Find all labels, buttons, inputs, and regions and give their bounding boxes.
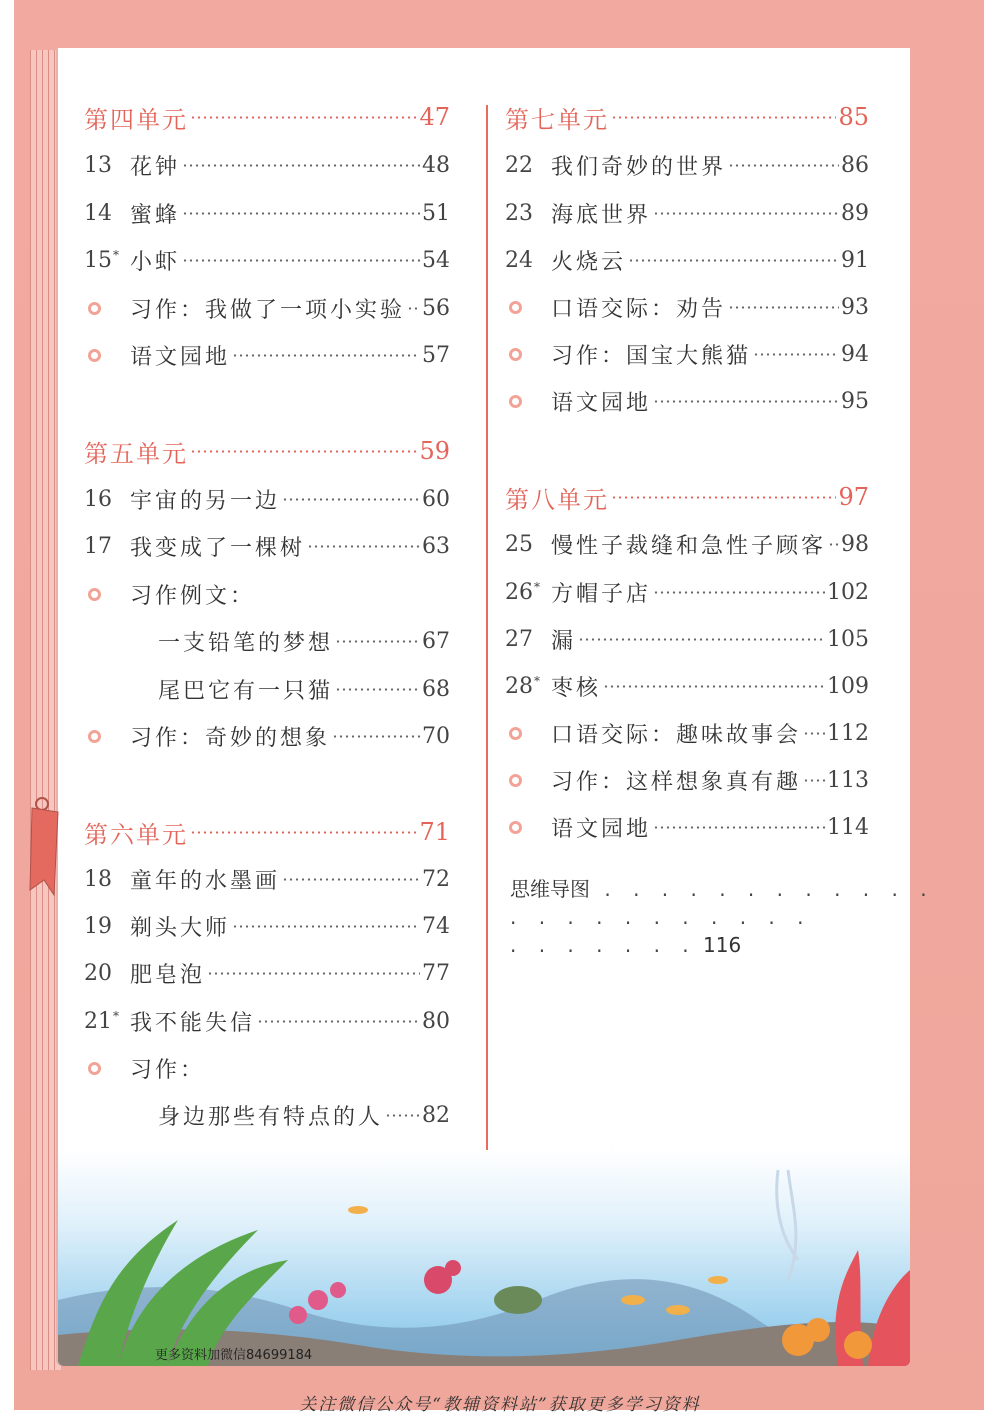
lesson-number: 26* bbox=[505, 579, 540, 605]
entry-title: 我变成了一棵树 bbox=[130, 535, 306, 561]
optional-reading-star: * bbox=[113, 1008, 119, 1023]
dot-leader bbox=[653, 826, 825, 829]
entry-title: 习作：奇妙的想象 bbox=[130, 725, 331, 751]
dot-leader bbox=[407, 307, 420, 310]
toc-entry[interactable] bbox=[505, 290, 869, 324]
circle-bullet-icon bbox=[505, 727, 551, 740]
dot-leader bbox=[603, 685, 825, 688]
toc-entry[interactable] bbox=[84, 1004, 450, 1038]
circle-bullet-icon bbox=[84, 302, 130, 315]
dot-leader bbox=[232, 354, 420, 357]
toc-entry[interactable] bbox=[84, 148, 450, 182]
lesson-number: 15* bbox=[84, 247, 119, 273]
page-number: 97 bbox=[838, 483, 869, 511]
lesson-number: 18 bbox=[84, 866, 112, 892]
lesson-number: 16 bbox=[84, 486, 112, 512]
circle-bullet-icon bbox=[84, 349, 130, 362]
dot-leader bbox=[190, 116, 417, 119]
dot-leader bbox=[653, 400, 839, 403]
page-number: 71 bbox=[419, 818, 450, 846]
entry-title: 慢性子裁缝和急性子顾客 bbox=[551, 533, 827, 559]
toc-entry[interactable] bbox=[84, 529, 450, 563]
unit-heading[interactable] bbox=[84, 100, 450, 134]
entry-title: 方帽子店 bbox=[551, 581, 652, 607]
dot-leader bbox=[335, 688, 420, 691]
toc-entry[interactable] bbox=[84, 243, 450, 277]
toc-entry[interactable] bbox=[505, 243, 869, 277]
lesson-number: 19 bbox=[84, 913, 112, 939]
entry-title: 习作例文： bbox=[130, 583, 256, 609]
dot-leader bbox=[182, 212, 420, 215]
dot-leader bbox=[753, 353, 839, 356]
page-number: 95 bbox=[841, 388, 869, 414]
entry-title: 身边那些有特点的人 bbox=[158, 1104, 384, 1130]
page-number: 54 bbox=[422, 247, 450, 273]
entry-title: 口语交际：劝告 bbox=[551, 296, 727, 322]
page-number: 105 bbox=[827, 626, 869, 652]
toc-entry[interactable] bbox=[84, 482, 450, 516]
optional-reading-star: * bbox=[534, 579, 540, 594]
lesson-number: 21* bbox=[84, 1008, 119, 1034]
mind-map-page: 116 bbox=[703, 933, 742, 957]
entry-title: 海底世界 bbox=[551, 202, 652, 228]
dot-leader bbox=[182, 259, 420, 262]
unit-heading[interactable] bbox=[505, 480, 869, 514]
entry-title: 肥皂泡 bbox=[130, 962, 206, 988]
page-number: 60 bbox=[422, 486, 450, 512]
entry-title: 第六单元 bbox=[84, 820, 188, 849]
toc-entry[interactable] bbox=[505, 810, 869, 844]
page-number: 94 bbox=[841, 341, 869, 367]
entry-title: 宇宙的另一边 bbox=[130, 488, 281, 514]
entry-title: 火烧云 bbox=[551, 249, 627, 275]
entry-title: 习作：这样想象真有趣 bbox=[551, 769, 802, 795]
toc-entry[interactable] bbox=[505, 763, 869, 797]
dot-leader bbox=[728, 306, 839, 309]
toc-entry[interactable] bbox=[84, 291, 450, 325]
circle-bullet-icon bbox=[505, 821, 551, 834]
entry-title: 习作：我做了一项小实验 bbox=[130, 297, 406, 323]
dot-leader bbox=[803, 732, 825, 735]
dot-leader bbox=[653, 591, 825, 594]
page-number: 63 bbox=[422, 533, 450, 559]
dot-leader bbox=[307, 545, 420, 548]
toc-entry[interactable] bbox=[84, 672, 450, 706]
dot-leader bbox=[803, 779, 825, 782]
column-divider bbox=[486, 105, 488, 1185]
page-number: 89 bbox=[841, 200, 869, 226]
lesson-number: 27 bbox=[505, 626, 533, 652]
page-number: 56 bbox=[422, 295, 450, 321]
toc-entry[interactable] bbox=[505, 527, 869, 561]
entry-title: 第七单元 bbox=[505, 105, 609, 134]
entry-title: 语文园地 bbox=[551, 816, 652, 842]
circle-bullet-icon bbox=[505, 395, 551, 408]
toc-entry[interactable] bbox=[84, 719, 450, 753]
dot-leader bbox=[257, 1020, 420, 1023]
entry-title: 花钟 bbox=[130, 154, 181, 180]
page-number: 98 bbox=[841, 531, 869, 557]
dot-leader bbox=[282, 498, 420, 501]
toc-entry[interactable] bbox=[84, 862, 450, 896]
circle-bullet-icon bbox=[505, 774, 551, 787]
entry-title: 剃头大师 bbox=[130, 915, 231, 941]
dot-leader bbox=[628, 259, 839, 262]
footer-text: 关注微信公众号“教辅资料站”获取更多学习资料 bbox=[299, 1395, 701, 1415]
dot-leader bbox=[190, 831, 417, 834]
dot-leader bbox=[653, 212, 839, 215]
dot-leader bbox=[611, 496, 836, 499]
lesson-number: 22 bbox=[505, 152, 533, 178]
toc-entry[interactable] bbox=[84, 624, 450, 658]
mind-map-label: 思维导图 bbox=[510, 877, 590, 901]
page-number: 59 bbox=[419, 437, 450, 465]
page-number: 68 bbox=[422, 676, 450, 702]
entry-title: 一支铅笔的梦想 bbox=[158, 630, 334, 656]
page-number: 57 bbox=[422, 342, 450, 368]
dot-leader bbox=[282, 878, 420, 881]
wechat-note: 更多资料加微信84699184 bbox=[155, 1348, 313, 1363]
dot-leader bbox=[611, 116, 836, 119]
entry-title: 第五单元 bbox=[84, 439, 188, 468]
page-number: 77 bbox=[422, 960, 450, 986]
lesson-number: 20 bbox=[84, 960, 112, 986]
lesson-number: 14 bbox=[84, 200, 112, 226]
bookmark-ribbon-icon bbox=[24, 790, 64, 900]
page-number: 93 bbox=[841, 294, 869, 320]
page-number: 91 bbox=[841, 247, 869, 273]
toc-entry[interactable] bbox=[505, 196, 869, 230]
unit-heading[interactable] bbox=[84, 434, 450, 468]
dot-leader bbox=[182, 164, 420, 167]
page-number: 51 bbox=[422, 200, 450, 226]
lesson-number: 23 bbox=[505, 200, 533, 226]
toc-entry[interactable] bbox=[505, 148, 869, 182]
entry-title: 口语交际：趣味故事会 bbox=[551, 722, 802, 748]
lesson-number: 13 bbox=[84, 152, 112, 178]
unit-heading[interactable] bbox=[505, 100, 869, 134]
toc-entry[interactable] bbox=[505, 337, 869, 371]
entry-title: 第八单元 bbox=[505, 485, 609, 514]
entry-title: 习作：国宝大熊猫 bbox=[551, 343, 752, 369]
dot-leader bbox=[332, 735, 420, 738]
entry-title: 枣核 bbox=[551, 675, 602, 701]
page-number: 48 bbox=[422, 152, 450, 178]
dot-leader bbox=[190, 450, 417, 453]
entry-title: 习作： bbox=[130, 1057, 206, 1083]
toc-entry[interactable] bbox=[505, 669, 869, 703]
optional-reading-star: * bbox=[534, 673, 540, 688]
page-number: 112 bbox=[827, 720, 869, 746]
toc-entry[interactable] bbox=[505, 575, 869, 609]
toc-entry[interactable] bbox=[84, 1098, 450, 1132]
undersea-illustration bbox=[58, 1150, 910, 1366]
page-number: 74 bbox=[422, 913, 450, 939]
page-number: 70 bbox=[422, 723, 450, 749]
lesson-number: 24 bbox=[505, 247, 533, 273]
lesson-number: 28* bbox=[505, 673, 540, 699]
page-number: 109 bbox=[827, 673, 869, 699]
circle-bullet-icon bbox=[84, 730, 130, 743]
dot-leader bbox=[578, 638, 825, 641]
circle-bullet-icon bbox=[505, 348, 551, 361]
entry-title: 我们奇妙的世界 bbox=[551, 154, 727, 180]
entry-title: 蜜蜂 bbox=[130, 202, 181, 228]
page-number: 113 bbox=[827, 767, 869, 793]
page-number: 85 bbox=[838, 103, 869, 131]
dot-leader bbox=[207, 972, 420, 975]
page-number: 47 bbox=[419, 103, 450, 131]
toc-entry[interactable] bbox=[84, 909, 450, 943]
toc-entry[interactable] bbox=[505, 622, 869, 656]
entry-title: 童年的水墨画 bbox=[130, 868, 281, 894]
toc-entry[interactable] bbox=[84, 338, 450, 372]
toc-entry[interactable] bbox=[84, 1051, 450, 1085]
toc-entry[interactable] bbox=[84, 577, 450, 611]
mind-map-entry[interactable]: 思维导图 . . . . . . . . . . . . . . . . . . . . . . . . . . . . . . 116 bbox=[510, 877, 935, 957]
entry-title: 小虾 bbox=[130, 249, 181, 275]
page-number: 82 bbox=[422, 1102, 450, 1128]
optional-reading-star: * bbox=[113, 247, 119, 262]
toc-entry[interactable] bbox=[84, 196, 450, 230]
entry-title: 我不能失信 bbox=[130, 1010, 256, 1036]
page-number: 72 bbox=[422, 866, 450, 892]
entry-title: 语文园地 bbox=[551, 390, 652, 416]
page-number: 114 bbox=[827, 814, 869, 840]
entry-title: 第四单元 bbox=[84, 105, 188, 134]
unit-heading[interactable] bbox=[84, 815, 450, 849]
dot-leader bbox=[335, 640, 420, 643]
dot-leader bbox=[728, 164, 839, 167]
dot-leader bbox=[385, 1114, 420, 1117]
lesson-number: 25 bbox=[505, 531, 533, 557]
circle-bullet-icon bbox=[84, 588, 130, 601]
lesson-number: 17 bbox=[84, 533, 112, 559]
page-number: 80 bbox=[422, 1008, 450, 1034]
entry-title: 语文园地 bbox=[130, 344, 231, 370]
toc-entry[interactable] bbox=[84, 956, 450, 990]
page-number: 67 bbox=[422, 628, 450, 654]
circle-bullet-icon bbox=[505, 301, 551, 314]
toc-entry[interactable] bbox=[505, 384, 869, 418]
circle-bullet-icon bbox=[84, 1062, 130, 1075]
toc-entry[interactable] bbox=[505, 716, 869, 750]
dot-leader bbox=[232, 925, 420, 928]
page-number: 86 bbox=[841, 152, 869, 178]
entry-title: 漏 bbox=[551, 628, 577, 654]
entry-title: 尾巴它有一只猫 bbox=[158, 678, 334, 704]
dot-leader bbox=[828, 543, 839, 546]
page-number: 102 bbox=[827, 579, 869, 605]
